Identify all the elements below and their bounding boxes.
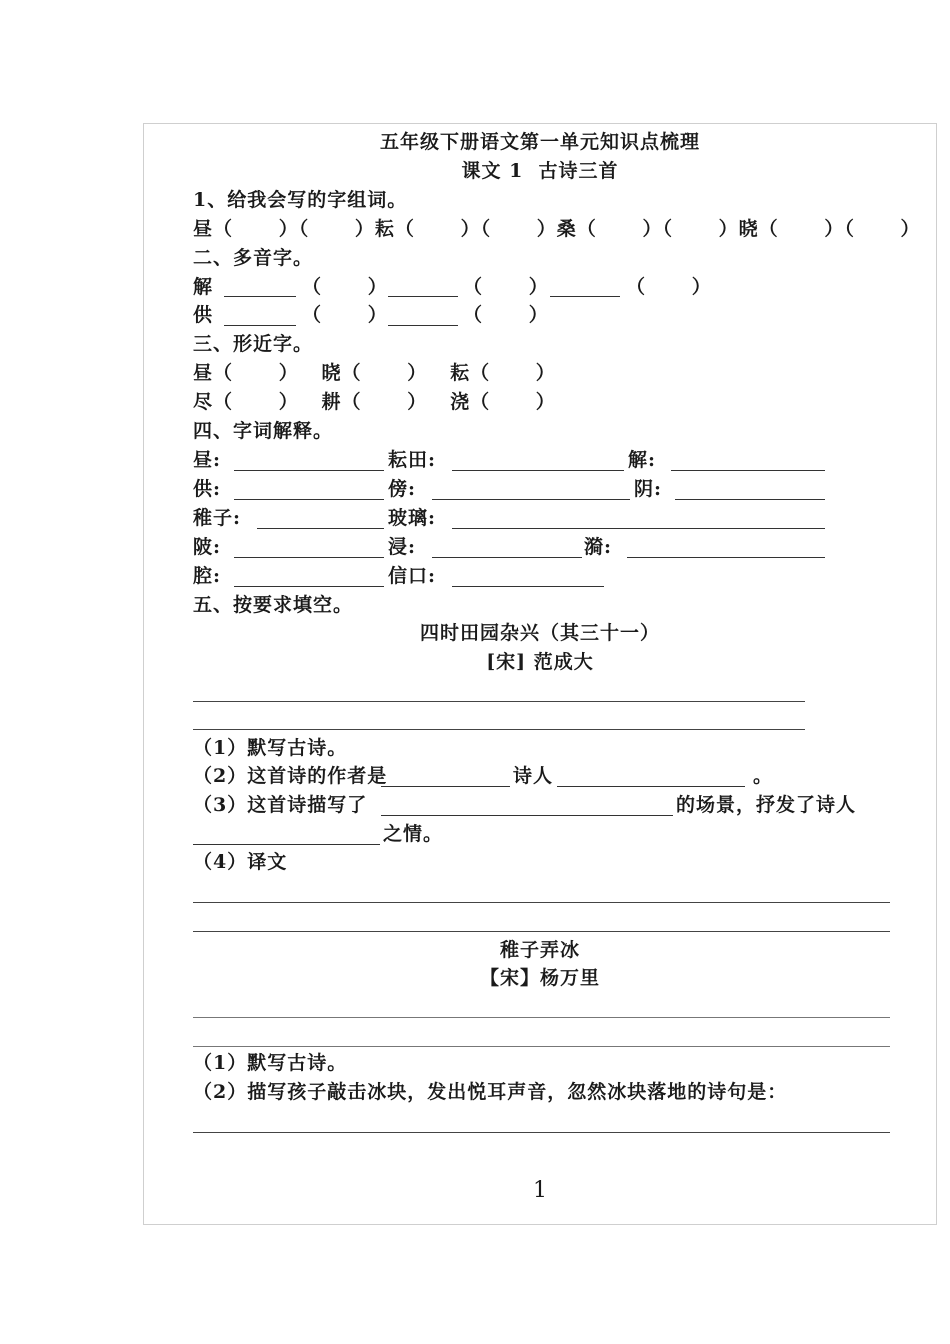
- blank[interactable]: [234, 470, 384, 471]
- blank[interactable]: [257, 528, 384, 529]
- poem-1-question-4: （4）译文: [193, 851, 288, 873]
- blank[interactable]: [557, 786, 745, 787]
- answer-line[interactable]: [193, 701, 805, 702]
- poem-1-question-1: （1）默写古诗。: [193, 737, 348, 759]
- term-label: 陂:: [193, 536, 222, 558]
- term-label: 解:: [628, 449, 657, 471]
- poem-1-question-3: （3）这首诗描写了: [193, 794, 368, 816]
- section-3-heading: 三、形近字。: [193, 333, 314, 355]
- blank[interactable]: [452, 586, 604, 587]
- poem-2-author: 【宋】杨万里: [479, 967, 600, 989]
- term-label: 浸:: [388, 536, 417, 558]
- term-label: 阴:: [634, 478, 663, 500]
- answer-line[interactable]: [193, 729, 805, 730]
- poem-1-question-3-mid: 的场景，抒发了诗人: [676, 794, 857, 816]
- blank[interactable]: [432, 557, 582, 558]
- term-label: 玻璃:: [388, 507, 437, 529]
- term-label: 昼:: [193, 449, 222, 471]
- answer-line[interactable]: [193, 902, 890, 903]
- section-2-heading: 二、多音字。: [193, 247, 314, 269]
- poem-1-title: 四时田园杂兴（其三十一）: [419, 622, 660, 644]
- blank[interactable]: [224, 325, 296, 326]
- section-1-row: 昼（ ）（ ）耘（ ）（ ）桑（ ）（ ）晓（ ）（ ）: [193, 218, 921, 240]
- term-label: 稚子:: [193, 507, 242, 529]
- section-5-heading: 五、按要求填空。: [193, 594, 354, 616]
- term-label: 耘田:: [388, 449, 437, 471]
- poem-1-question-3-end: 之情。: [383, 823, 444, 845]
- poem-2-question-1: （1）默写古诗。: [193, 1052, 348, 1074]
- paren-blank: （ ）: [463, 304, 549, 326]
- poem-1-question-2-mid: 诗人: [513, 765, 554, 787]
- blank[interactable]: [234, 499, 384, 500]
- paren-blank: （ ）: [463, 276, 549, 298]
- term-label: 漪:: [584, 536, 613, 558]
- blank[interactable]: [452, 528, 825, 529]
- answer-line[interactable]: [193, 1132, 890, 1133]
- page-number: 1: [533, 1178, 547, 1203]
- blank[interactable]: [381, 815, 673, 816]
- polyphone-char-2: 供: [193, 304, 214, 326]
- poem-1-author: [宋] 范成大: [486, 651, 594, 673]
- blank[interactable]: [550, 296, 620, 297]
- blank[interactable]: [224, 296, 296, 297]
- blank[interactable]: [671, 470, 825, 471]
- paren-blank: （ ）: [302, 276, 388, 298]
- blank[interactable]: [432, 499, 630, 500]
- blank[interactable]: [452, 470, 624, 471]
- section-4-heading: 四、字词解释。: [193, 420, 334, 442]
- paren-blank: （ ）: [626, 276, 712, 298]
- section-1-heading: 1、给我会写的字组词。: [193, 189, 408, 211]
- similar-chars-row-2: 尽（ ） 耕（ ） 浇（ ）: [193, 391, 556, 413]
- similar-chars-row-1: 昼（ ） 晓（ ） 耘（ ）: [193, 362, 556, 384]
- term-label: 信口:: [388, 565, 437, 587]
- blank[interactable]: [675, 499, 825, 500]
- poem-1-question-2: （2）这首诗的作者是: [193, 765, 388, 787]
- lesson-title: 课文 1 古诗三首: [461, 160, 619, 182]
- blank[interactable]: [193, 844, 380, 845]
- blank[interactable]: [388, 325, 458, 326]
- blank[interactable]: [234, 557, 384, 558]
- blank[interactable]: [627, 557, 825, 558]
- blank[interactable]: [234, 586, 384, 587]
- poem-2-question-2: （2）描写孩子敲击冰块，发出悦耳声音，忽然冰块落地的诗句是：: [193, 1081, 788, 1103]
- poem-1-question-2-end: 。: [753, 765, 774, 787]
- term-label: 腔:: [193, 565, 222, 587]
- blank[interactable]: [381, 786, 510, 787]
- term-label: 供:: [193, 478, 222, 500]
- paren-blank: （ ）: [302, 304, 388, 326]
- poem-2-title: 稚子弄冰: [499, 939, 580, 961]
- page-title: 五年级下册语文第一单元知识点梳理: [379, 131, 700, 153]
- answer-line[interactable]: [193, 1046, 890, 1047]
- answer-line[interactable]: [193, 1017, 890, 1018]
- blank[interactable]: [388, 296, 458, 297]
- answer-line[interactable]: [193, 931, 890, 932]
- polyphone-char-1: 解: [193, 276, 214, 298]
- term-label: 傍:: [388, 478, 417, 500]
